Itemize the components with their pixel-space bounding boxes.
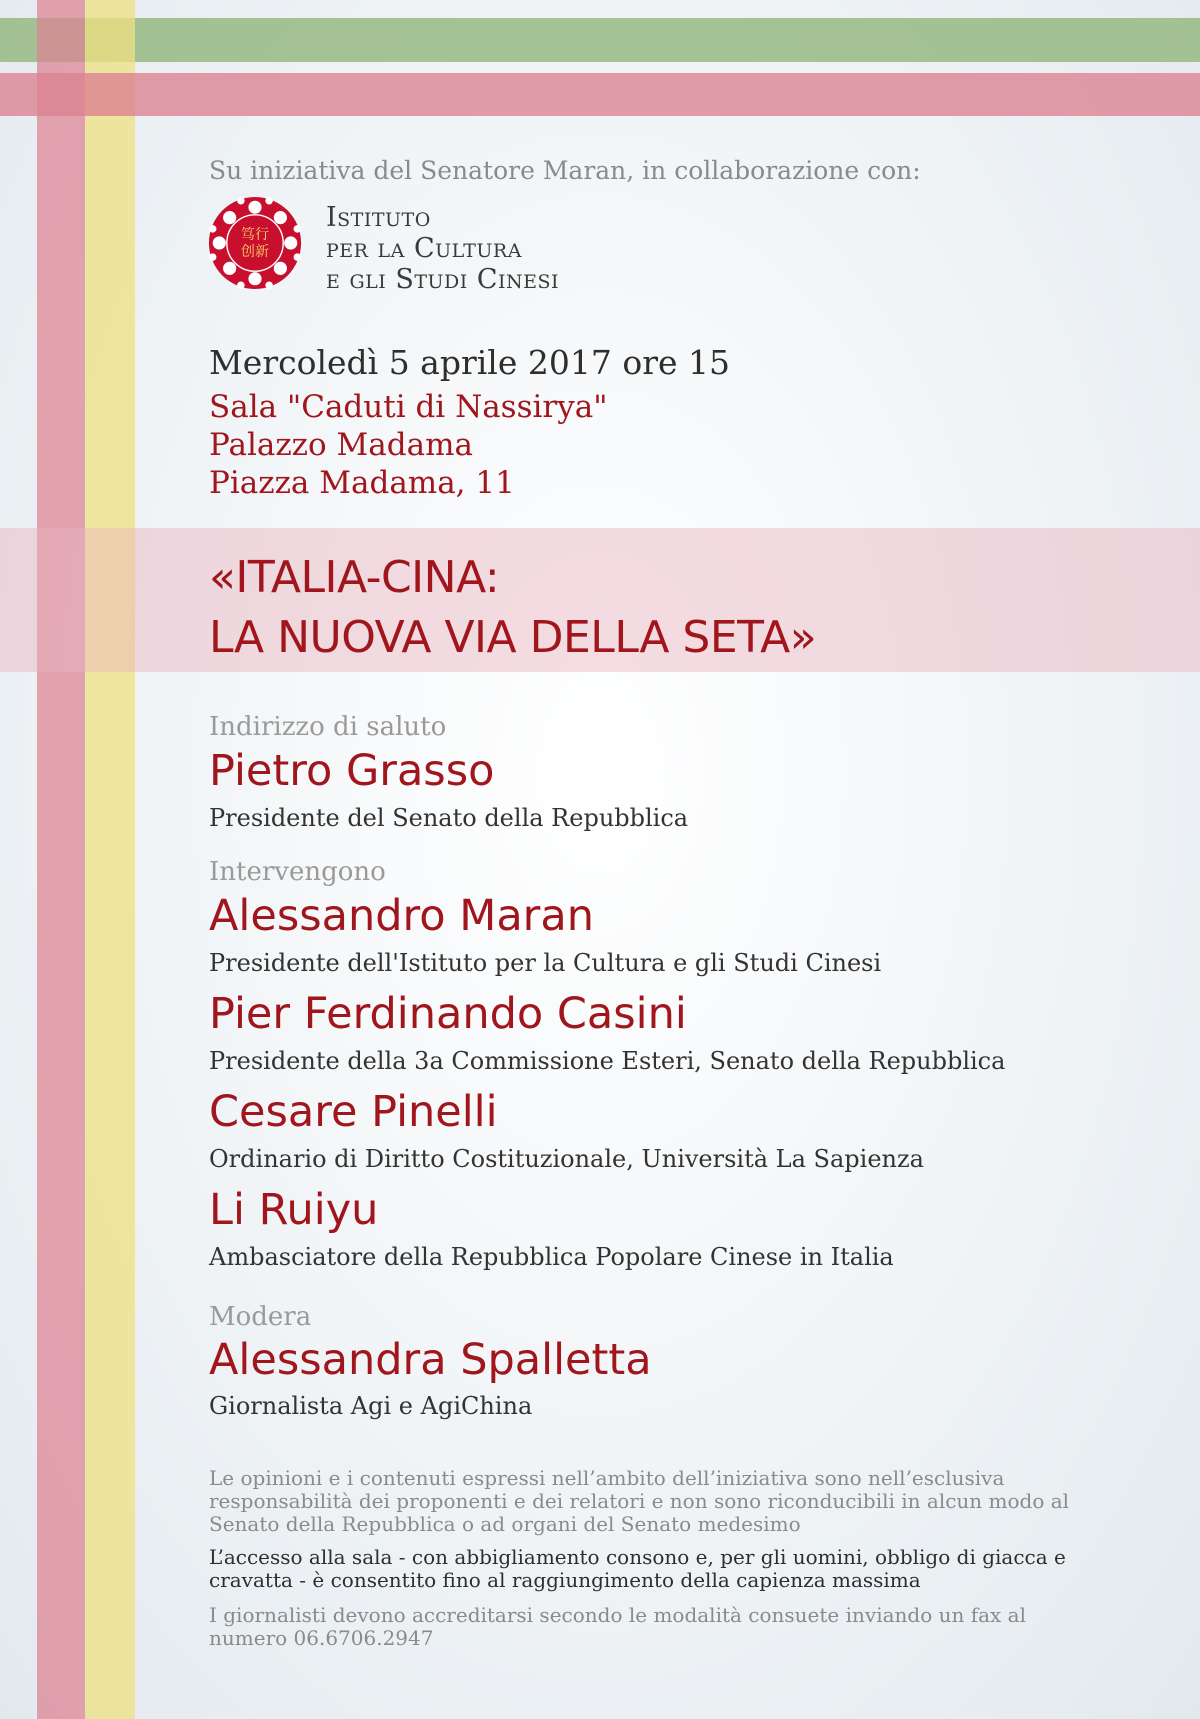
event-title-line-2: LA NUOVA VIA DELLA SETA»	[209, 612, 817, 663]
disclaimer-note: Le opinioni e i contenuti espressi nell’ambito dell’iniziativa sono nell’esclusiva responsabilità dei proponenti e dei relatori e non sono riconducibili in alcun modo al Senato della Repubblica o ad organi del Senato medesimo	[209, 1466, 1070, 1536]
greeting-label: Indirizzo di saluto	[209, 712, 447, 742]
event-date: Mercoledì 5 aprile 2017 ore 15	[209, 343, 731, 382]
speakers-label: Intervengono	[209, 857, 386, 887]
speaker-role: Ordinario di Diritto Costituzionale, Università La Sapienza	[209, 1145, 924, 1173]
speaker-role: Presidente della 3a Commissione Esteri, Senato della Repubblica	[209, 1047, 1006, 1075]
initiative-text: Su iniziativa del Senatore Maran, in collaborazione con:	[209, 156, 921, 185]
greeting-speaker-name: Pietro Grasso	[209, 746, 495, 796]
event-title-line-1: «ITALIA-CINA:	[209, 552, 500, 603]
red-vertical-band	[37, 0, 85, 1719]
access-note: L’accesso alla sala - con abbigliamento consono e, per gli uomini, obbligo di giacca e cravatta - è consentito fino al raggiungimento della capienza massima	[209, 1545, 1066, 1592]
svg-text:创新: 创新	[240, 244, 270, 261]
speaker-role: Presidente dell'Istituto per la Cultura e gli Studi Cinesi	[209, 949, 882, 977]
press-note: I giornalisti devono accreditarsi secondo le modalità consuete inviando un fax al numero 06.6706.2947	[209, 1603, 1027, 1650]
institute-logo	[208, 196, 302, 290]
moderator-label: Modera	[209, 1302, 312, 1332]
moderator-name: Alessandra Spalletta	[209, 1335, 652, 1385]
greeting-speaker-role: Presidente del Senato della Repubblica	[209, 804, 689, 832]
svg-text:笃行: 笃行	[240, 227, 270, 244]
institute-line-1: Istituto	[326, 202, 431, 233]
venue-address: Piazza Madama, 11	[209, 465, 515, 501]
speaker-name: Li Ruiyu	[209, 1185, 379, 1235]
institute-line-2: per la Cultura	[326, 233, 522, 264]
yellow-vertical-band	[85, 0, 135, 1719]
speaker-name: Cesare Pinelli	[209, 1087, 498, 1137]
venue-room: Sala "Caduti di Nassirya"	[209, 389, 608, 425]
moderator-role: Giornalista Agi e AgiChina	[209, 1392, 533, 1420]
speaker-name: Pier Ferdinando Casini	[209, 989, 687, 1039]
institute-line-3: e gli Studi Cinesi	[326, 264, 560, 295]
red-horizontal-band	[0, 73, 1200, 116]
green-horizontal-band	[0, 18, 1200, 62]
institute-name	[326, 202, 559, 295]
venue-building: Palazzo Madama	[209, 427, 473, 463]
speaker-name: Alessandro Maran	[209, 891, 594, 941]
speaker-role: Ambasciatore della Repubblica Popolare Cinese in Italia	[209, 1243, 894, 1271]
